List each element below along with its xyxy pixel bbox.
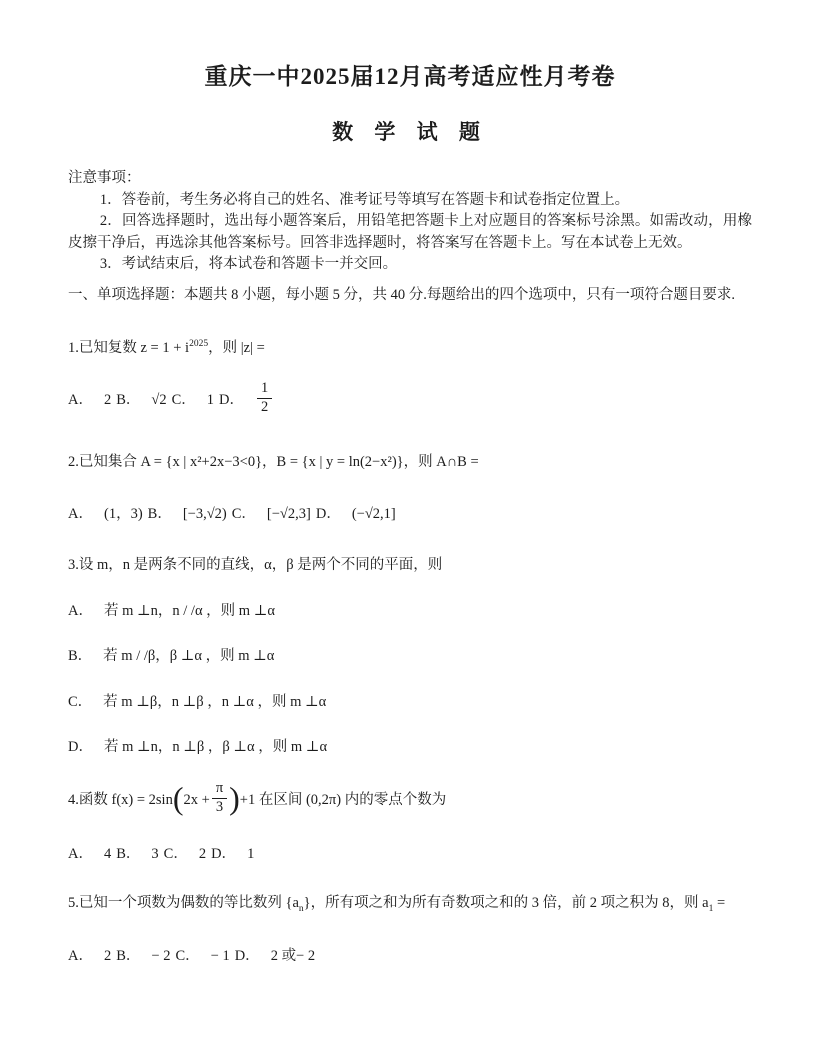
question-2-options <box>68 504 752 526</box>
q4-stem-suffix: +1 在区间 (0,2π) 内的零点个数为 <box>239 791 447 808</box>
option-d <box>316 506 399 522</box>
notice-heading: 注意事项： <box>68 170 141 186</box>
option-b <box>116 392 169 408</box>
fraction-denominator: 3 <box>215 798 224 815</box>
q1-stem-prefix: 1.已知复数 z = 1 + i <box>68 339 190 356</box>
page-subtitle: 数 学 试 题 <box>332 120 488 144</box>
option-a-label: A． <box>68 948 93 965</box>
option-d-value: (−√2,1] <box>351 505 396 522</box>
option-d <box>235 948 318 964</box>
option-d-label: D． <box>211 845 237 862</box>
notice-item-2: 2．回答选择题时，选出每小题答案后，用铅笔把答题卡上对应题目的答案标号涂黑。如需改动，用橡皮擦干净后，再选涂其他答案标号。回答非选择题时，将答案写在答题卡上。写在本试卷上无效。 <box>68 213 752 251</box>
option-d <box>211 846 257 862</box>
option-b <box>148 506 230 522</box>
option-a <box>68 601 752 623</box>
option-c-label: C． <box>163 845 188 862</box>
q4-fraction <box>212 781 227 816</box>
q1-exponent: 2025 <box>189 339 209 349</box>
option-a-value: 2 <box>103 948 112 965</box>
option-d <box>219 380 274 416</box>
question-5-stem <box>68 893 752 920</box>
option-d-label: D． <box>315 505 341 522</box>
option-c <box>164 846 209 862</box>
option-d <box>68 737 752 759</box>
question-3-stem: 3.设 m，n 是两条不同的直线，α，β 是两个不同的平面，则 <box>68 557 443 574</box>
option-c-value: 2 <box>198 845 207 862</box>
notice-item-1: 1．答卷前，考生务必将自己的姓名、准考证号等填写在答题卡和试卷指定位置上。 <box>99 191 630 208</box>
option-a-value: 若 m ⊥n，n / /α ，则 m ⊥α <box>103 602 275 619</box>
option-c-label: C． <box>175 948 200 965</box>
option-d-fraction <box>257 381 272 416</box>
option-b-value: [−3,√2) <box>182 505 227 522</box>
option-a <box>68 846 114 862</box>
option-a <box>68 506 146 522</box>
option-b-label: B． <box>116 392 141 409</box>
fraction-denominator: 2 <box>261 399 269 416</box>
option-c-value: [−√2,3] <box>266 505 311 522</box>
option-c <box>172 392 217 408</box>
option-a-value: 4 <box>103 845 112 862</box>
option-d-value: 2 或− 2 <box>270 948 316 965</box>
option-d-value: 1 <box>247 845 255 862</box>
option-a-label: A． <box>68 845 93 862</box>
option-c-value: − 1 <box>210 948 230 965</box>
open-paren: ( <box>172 780 184 817</box>
question-2-stem: 2.已知集合 A = {x | x²+2x−3<0}，B = {x | y = ln(2−x²)}，则 A∩B = <box>68 454 479 471</box>
option-b-label: B． <box>147 505 172 522</box>
option-c-label: C． <box>231 505 256 522</box>
question-2 <box>68 452 752 525</box>
fraction-numerator: 1 <box>257 381 272 399</box>
option-c <box>175 948 232 964</box>
option-c-value: 若 m ⊥β，n ⊥β ，n ⊥α ，则 m ⊥α <box>103 693 327 710</box>
option-b-label: B． <box>68 648 93 665</box>
page-title: 重庆一中2025届12月高考适应性月考卷 <box>204 64 616 89</box>
q4-stem-prefix: 4.函数 f(x) = 2sin <box>68 791 173 808</box>
option-b <box>116 948 173 964</box>
notice-item-3: 3．考试结束后，将本试卷和答题卡一并交回。 <box>99 256 398 272</box>
question-1 <box>68 334 752 418</box>
option-b-label: B． <box>116 948 141 965</box>
option-d-label: D． <box>219 392 245 409</box>
q5-subscript-1: 1 <box>708 903 714 914</box>
option-c <box>68 692 752 714</box>
question-4-options <box>68 844 752 866</box>
q5-stem-suffix: = <box>713 895 726 912</box>
option-a-label: A． <box>68 602 93 619</box>
option-c-value: 1 <box>206 392 215 409</box>
question-5-options <box>68 946 752 968</box>
option-a-label: A． <box>68 505 93 522</box>
q5-subscript-n: n <box>298 903 304 914</box>
q5-stem-mid: }，所有项之和为所有奇数项之和的 3 倍，前 2 项之积为 8，则 a <box>303 895 709 912</box>
option-a <box>68 392 114 408</box>
option-b <box>116 846 161 862</box>
q5-stem-prefix: 5.已知一个项数为偶数的等比数列 {a <box>68 895 299 912</box>
option-b-label: B． <box>116 845 141 862</box>
option-b-value: √2 <box>151 392 167 409</box>
close-paren: ) <box>229 780 240 817</box>
option-b-value: − 2 <box>151 948 171 965</box>
option-d-value: 若 m ⊥n，n ⊥β ，β ⊥α ，则 m ⊥α <box>103 739 328 756</box>
option-d-label: D． <box>68 739 93 756</box>
option-b-value: 若 m / /β，β ⊥α ，则 m ⊥α <box>103 648 275 665</box>
question-4 <box>68 779 752 865</box>
fraction-numerator: π <box>212 781 227 799</box>
option-a <box>68 948 114 964</box>
question-3 <box>68 555 752 759</box>
option-b <box>68 646 752 668</box>
option-c-label: C． <box>68 693 93 710</box>
option-a-value: 2 <box>103 392 112 409</box>
option-d-label: D． <box>234 948 260 965</box>
question-5 <box>68 893 752 968</box>
option-c-label: C． <box>171 392 196 409</box>
notice-section <box>68 168 752 276</box>
question-4-stem <box>68 779 752 818</box>
option-a-label: A． <box>68 392 93 409</box>
option-b-value: 3 <box>151 845 159 862</box>
question-3-options <box>68 601 752 759</box>
option-a-value: (1，3) <box>103 505 143 522</box>
section-heading: 一、单项选择题：本题共 8 小题，每小题 5 分，共 40 分.每题给出的四个选项中，只有一项符合题目要求. <box>68 286 735 303</box>
option-c <box>232 506 314 522</box>
q4-inner: 2x + <box>183 791 210 808</box>
q1-stem-suffix: ，则 |z| = <box>208 339 265 356</box>
question-1-options <box>68 380 752 418</box>
question-1-stem <box>68 334 752 359</box>
